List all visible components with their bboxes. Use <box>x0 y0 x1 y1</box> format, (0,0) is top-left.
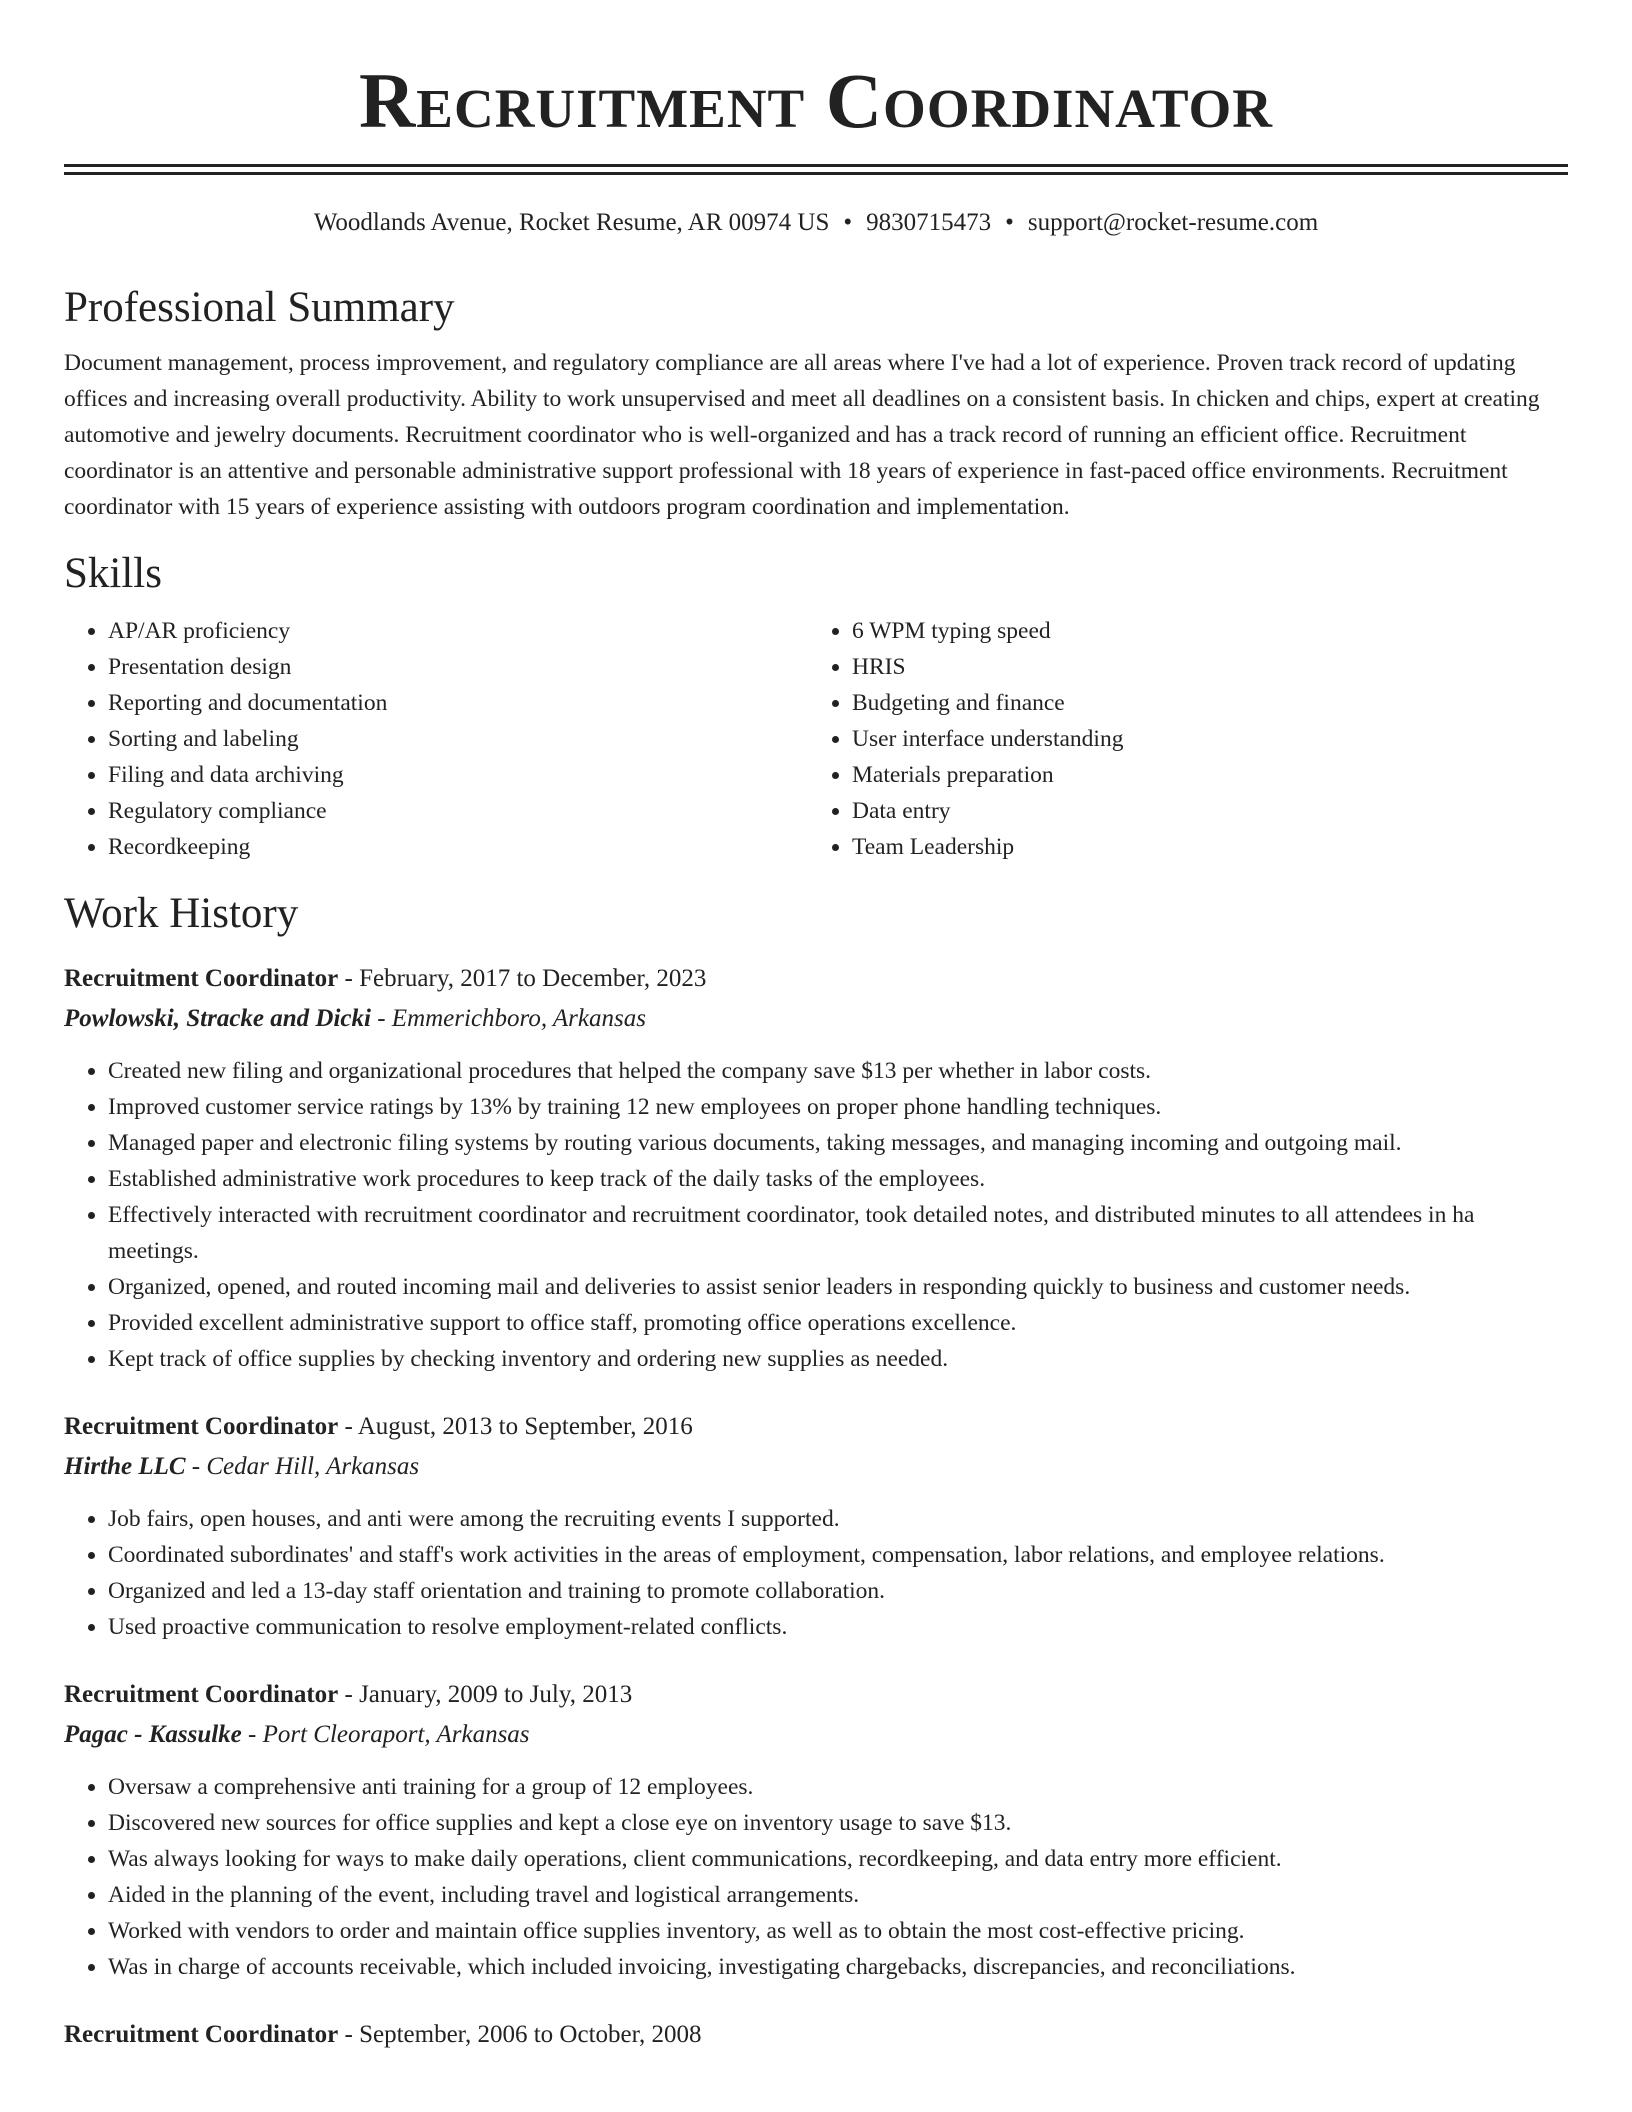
job-bullet: • Effectively interacted with recruitment coordinator and recruitment coordinator, took detailed notes, and distributed minutes to all attendees in ha meetings. <box>108 1197 1568 1269</box>
summary-heading: Professional Summary <box>64 284 455 331</box>
skills-column-right <box>808 613 1552 865</box>
skill-item: • Filing and data archiving <box>108 757 808 793</box>
job-bullet: • Kept track of office supplies by checking inventory and ordering new supplies as needed. <box>108 1341 1568 1377</box>
job-dates: August, 2013 to September, 2016 <box>357 1413 693 1440</box>
job-bullet: • Coordinated subordinates' and staff's work activities in the areas of employment, compensation, labor relations, and employee relations. <box>108 1537 1568 1573</box>
job-company: Pagac - Kassulke <box>64 1721 242 1748</box>
title-divider-bottom <box>64 172 1568 175</box>
job-entry <box>64 961 1568 1377</box>
job-bullets <box>64 1053 1568 1377</box>
job-company-line <box>64 1001 1568 1037</box>
contact-separator: • <box>1005 209 1014 236</box>
job-dash: - <box>338 1681 360 1708</box>
job-entry <box>64 1409 1568 1645</box>
job-role: Recruitment Coordinator <box>64 1413 339 1440</box>
job-title-line <box>64 1677 1568 1713</box>
job-bullet: • Was in charge of accounts receivable, which included invoicing, investigating chargebacks, discrepancies, and reconciliations. <box>108 1949 1568 1985</box>
job-dates: January, 2009 to July, 2013 <box>359 1681 633 1708</box>
job-location: Emmerichboro, Arkansas <box>391 1005 646 1032</box>
skill-item: • 6 WPM typing speed <box>852 613 1552 649</box>
summary-text: Document management, process improvement, and regulatory compliance are all areas where I've had a lot of experience. Proven track record of updating offices and increasing overall productivity. Ability to work unsupervised and meet all deadlines on a consistent basis. In chicken and chips, expert at creating automotive and jewelry documents. Recruitment coordinator who is well-organized and has a track record of running an efficient office. Recruitment coordinator is an attentive and personable administrative support professional with 18 years of experience in fast-paced office environments. Recruitment coordinator with 15 years of experience assisting with outdoors program coordination and implementation. <box>64 350 1540 520</box>
job-dash: - <box>370 1005 392 1032</box>
job-bullet: • Oversaw a comprehensive anti training for a group of 12 employees. <box>108 1769 1568 1805</box>
job-title-line <box>64 961 1568 997</box>
job-bullet: • Organized and led a 13-day staff orientation and training to promote collaboration. <box>108 1573 1568 1609</box>
job-company-line <box>64 1717 1568 1753</box>
resume-title: Recruitment Coordinator <box>358 57 1274 144</box>
skill-item: • Regulatory compliance <box>108 793 808 829</box>
job-bullet: • Used proactive communication to resolve employment-related conflicts. <box>108 1609 1568 1645</box>
job-bullet: • Job fairs, open houses, and anti were among the recruiting events I supported. <box>108 1501 1568 1537</box>
skill-item: • AP/AR proficiency <box>108 613 808 649</box>
contact-phone: 9830715473 <box>866 209 992 236</box>
skills-heading: Skills <box>64 550 162 597</box>
skill-item: • User interface understanding <box>852 721 1552 757</box>
skill-item: • HRIS <box>852 649 1552 685</box>
job-role: Recruitment Coordinator <box>64 2021 339 2048</box>
job-title-line <box>64 1409 1568 1445</box>
work-history-heading: Work History <box>64 890 299 937</box>
job-dash: - <box>338 2021 360 2048</box>
job-bullet: • Established administrative work procedures to keep track of the daily tasks of the employees. <box>108 1161 1568 1197</box>
job-role: Recruitment Coordinator <box>64 1681 339 1708</box>
skill-item: • Materials preparation <box>852 757 1552 793</box>
job-bullet: • Organized, opened, and routed incoming mail and deliveries to assist senior leaders in responding quickly to business and customer needs. <box>108 1269 1568 1305</box>
job-role: Recruitment Coordinator <box>64 965 339 992</box>
job-bullet: • Worked with vendors to order and maintain office supplies inventory, as well as to obtain the most cost-effective pricing. <box>108 1913 1568 1949</box>
job-dash: - <box>338 965 360 992</box>
job-company: Powlowski, Stracke and Dicki <box>64 1005 371 1032</box>
skills-column-left <box>64 613 808 865</box>
skill-item: • Reporting and documentation <box>108 685 808 721</box>
job-bullet: • Aided in the planning of the event, including travel and logistical arrangements. <box>108 1877 1568 1913</box>
job-bullet: • Created new filing and organizational procedures that helped the company save $13 per whether in labor costs. <box>108 1053 1568 1089</box>
skill-item: • Presentation design <box>108 649 808 685</box>
job-bullet: • Discovered new sources for office supplies and kept a close eye on inventory usage to save $13. <box>108 1805 1568 1841</box>
job-dash: - <box>338 1413 358 1440</box>
job-entry <box>64 1677 1568 1985</box>
job-bullets <box>64 1501 1568 1645</box>
job-dates: September, 2006 to October, 2008 <box>359 2021 702 2048</box>
job-bullet: • Provided excellent administrative support to office staff, promoting office operations excellence. <box>108 1305 1568 1341</box>
job-dash: - <box>241 1721 263 1748</box>
job-entry <box>64 2017 1568 2053</box>
skill-item: • Sorting and labeling <box>108 721 808 757</box>
contact-address: Woodlands Avenue, Rocket Resume, AR 00974 US <box>313 209 830 236</box>
skill-item: • Data entry <box>852 793 1552 829</box>
contact-line <box>64 207 1568 239</box>
job-bullet: • Was always looking for ways to make daily operations, client communications, recordkeeping, and data entry more efficient. <box>108 1841 1568 1877</box>
resume-page <box>64 0 1568 2053</box>
job-bullet: • Improved customer service ratings by 13% by training 12 new employees on proper phone handling techniques. <box>108 1089 1568 1125</box>
job-bullet: • Managed paper and electronic filing systems by routing various documents, taking messages, and managing incoming and outgoing mail. <box>108 1125 1568 1161</box>
skill-item: • Team Leadership <box>852 829 1552 865</box>
skill-item: • Recordkeeping <box>108 829 808 865</box>
title-divider-top <box>64 164 1568 167</box>
job-dash: - <box>185 1453 207 1480</box>
job-title-line <box>64 2017 1568 2053</box>
skill-item: • Budgeting and finance <box>852 685 1552 721</box>
contact-separator: • <box>843 209 853 236</box>
contact-email: support@rocket-resume.com <box>1027 209 1319 236</box>
job-location: Port Cleoraport, Arkansas <box>262 1721 530 1748</box>
job-company-line <box>64 1449 1568 1485</box>
job-company: Hirthe LLC <box>64 1453 186 1480</box>
job-dates: February, 2017 to December, 2023 <box>359 965 707 992</box>
job-location: Cedar Hill, Arkansas <box>206 1453 420 1480</box>
skills-list <box>64 613 1568 865</box>
job-bullets <box>64 1769 1568 1985</box>
